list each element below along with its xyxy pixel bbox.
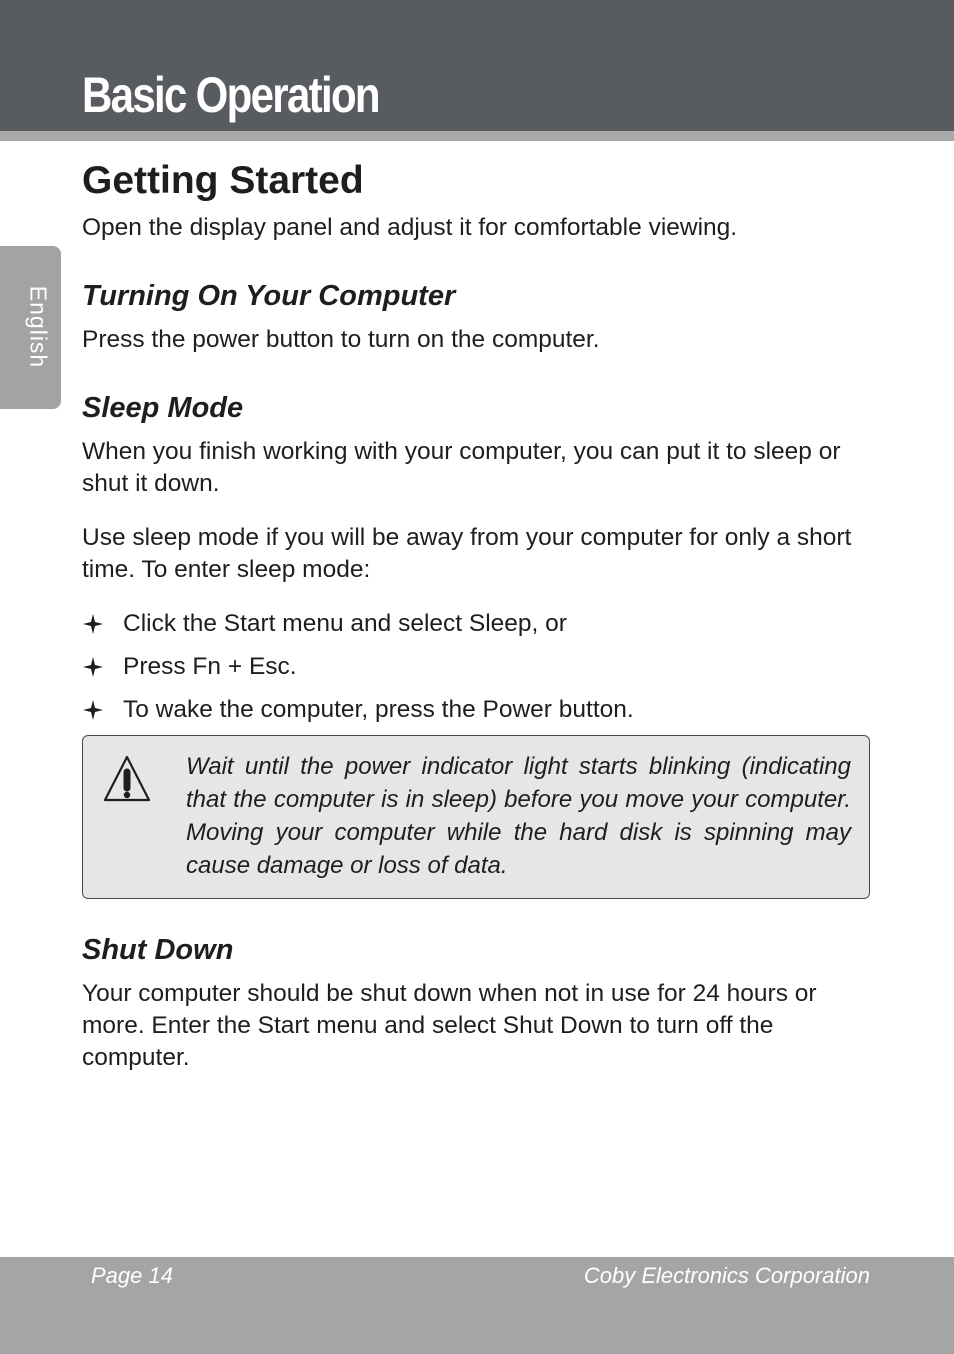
language-tab-label: English — [25, 285, 52, 369]
page-title: Basic Operation — [82, 67, 379, 123]
heading-sleep-mode: Sleep Mode — [82, 392, 244, 424]
turning-on-text: Press the power button to turn on the computer. — [82, 326, 600, 353]
getting-started-intro: Open the display panel and adjust it for comfortable viewing. — [82, 214, 738, 241]
warning-triangle-icon — [103, 754, 151, 804]
shut-down-text: Your computer should be shut down when not in use for 24 hours or more. Enter the Start menu and select Shut Down to turn off the computer. — [82, 980, 817, 1071]
footer-page-number: Page 14 — [91, 1263, 173, 1288]
heading-turning-on: Turning On Your Computer — [82, 280, 456, 312]
section-title-getting-started: Getting Started — [82, 159, 364, 202]
header-rule — [0, 131, 954, 141]
four-point-star-icon — [82, 613, 104, 635]
four-point-star-icon — [82, 699, 104, 721]
list-item-text: Click the Start menu and select Sleep, or — [123, 610, 567, 637]
sleep-mode-para-1: When you finish working with your computer, you can put it to sleep or shut it down. — [82, 438, 841, 497]
caution-box — [82, 735, 870, 899]
list-item-text: To wake the computer, press the Power button. — [123, 696, 634, 723]
caution-text: Wait until the power indicator light starts blinking (indicating that the computer is in sleep) before you move your computer. Moving your computer while the hard disk is spinning may cause damage or loss of data. — [186, 753, 851, 879]
footer-company: Coby Electronics Corporation — [583, 1263, 870, 1288]
list-item-text: Press Fn + Esc. — [123, 653, 297, 680]
heading-shut-down: Shut Down — [82, 934, 234, 966]
sleep-mode-para-2: Use sleep mode if you will be away from your computer for only a short time. To enter sleep mode: — [82, 524, 852, 583]
four-point-star-icon — [82, 656, 104, 678]
